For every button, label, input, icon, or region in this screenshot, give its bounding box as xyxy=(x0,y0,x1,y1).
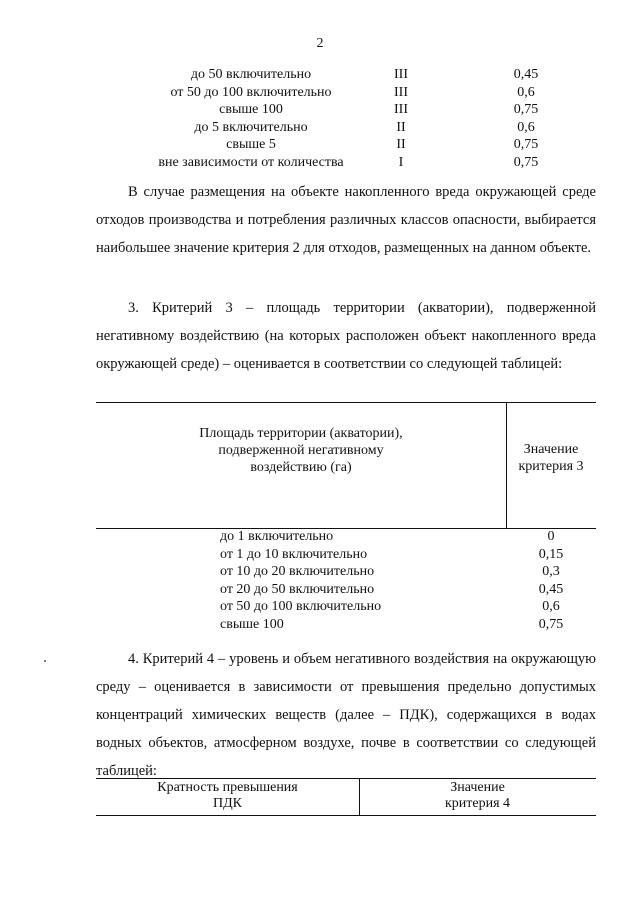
header-line: воздействию (га) xyxy=(250,460,352,475)
table-row xyxy=(96,154,606,172)
value-cell: 0,6 xyxy=(517,84,535,100)
table-row xyxy=(96,136,606,154)
table-row xyxy=(96,598,596,616)
header-criterion-4 xyxy=(359,780,596,812)
hazard-class-table xyxy=(96,66,606,171)
area-table-body xyxy=(96,528,596,633)
class-cell: I xyxy=(398,154,404,170)
table-row xyxy=(96,84,606,102)
header-line: подверженной негативному xyxy=(218,443,384,458)
paragraph-waste-classes xyxy=(96,178,596,262)
range-cell: до 1 включительно xyxy=(220,529,334,544)
header-pdk-ratio xyxy=(96,780,359,812)
paragraph-criterion-4 xyxy=(96,645,596,785)
header-line: Площадь территории (акватории), xyxy=(199,426,403,441)
header-line: критерия 3 xyxy=(518,459,584,474)
header-criterion-3 xyxy=(506,441,596,475)
table-row xyxy=(96,616,596,634)
area-table-header xyxy=(96,402,596,529)
range-cell: свыше 100 xyxy=(219,102,283,117)
value-cell: 0,75 xyxy=(513,154,539,170)
range-cell: свыше 5 xyxy=(226,137,276,152)
paragraph-text: В случае размещения на объекте накопленного вреда окружающей среде отходов производства и потребления различных классов опасности, выбирается наибольшее значение критерия 2 для отходов, размещенных на данном объекте. xyxy=(96,184,596,256)
range-cell: вне зависимости от количества xyxy=(158,154,344,170)
range-cell: от 20 до 50 включительно xyxy=(220,581,375,597)
range-cell: свыше 100 xyxy=(220,616,284,632)
class-cell: III xyxy=(394,102,408,117)
range-cell: от 50 до 100 включительно xyxy=(220,599,382,614)
value-cell: 0,75 xyxy=(513,102,539,117)
value-cell: 0,45 xyxy=(538,581,564,597)
table-row xyxy=(96,66,606,84)
table-row xyxy=(96,528,596,546)
table-row xyxy=(96,563,596,581)
paragraph-text: 3. Критерий 3 – площадь территории (акватории), подверженной негативному воздействию (на которых расположен объект накопленного вреда окружающей среде) – оценивается в соответствии со следующей таблицей: xyxy=(96,300,596,372)
value-cell: 0,3 xyxy=(542,564,560,579)
header-line: Кратность превышения xyxy=(157,780,298,795)
header-line: критерия 4 xyxy=(444,796,511,811)
pdk-table-header xyxy=(96,778,596,816)
value-cell: 0 xyxy=(547,529,555,544)
table-row xyxy=(96,101,606,119)
class-cell: III xyxy=(394,84,408,100)
range-cell: до 5 включительно xyxy=(194,119,308,135)
paragraph-text: 4. Критерий 4 – уровень и объем негативного воздействия на окружающую среду – оценивается в зависимости от превышения предельно допустимых концентраций химических веществ (далее – ПДК), содержащихся в водах водных объектов, атмосферном воздухе, почве в соответствии со следующей таблицей: xyxy=(96,651,596,779)
class-cell: II xyxy=(396,119,406,135)
paragraph-criterion-3 xyxy=(96,294,596,378)
value-cell: 0,75 xyxy=(538,616,564,632)
value-cell: 0,75 xyxy=(513,137,539,152)
value-cell: 0,6 xyxy=(517,119,535,135)
class-cell: III xyxy=(394,67,408,82)
range-cell: до 50 включительно xyxy=(190,67,312,82)
value-cell: 0,15 xyxy=(538,546,564,562)
page-number: 2 xyxy=(316,36,324,51)
range-cell: от 10 до 20 включительно xyxy=(220,564,375,579)
header-line: Значение xyxy=(450,780,505,795)
range-cell: от 50 до 100 включительно xyxy=(170,84,332,100)
scan-speck xyxy=(44,660,46,662)
range-cell: от 1 до 10 включительно xyxy=(220,546,368,562)
table-row xyxy=(96,581,596,599)
value-cell: 0,45 xyxy=(513,67,539,82)
class-cell: II xyxy=(396,137,406,152)
value-cell: 0,6 xyxy=(542,599,560,614)
table-row xyxy=(96,546,596,564)
header-line: Значение xyxy=(523,442,579,457)
table-row xyxy=(96,119,606,137)
header-area xyxy=(96,425,506,476)
header-line: ПДК xyxy=(213,796,242,811)
